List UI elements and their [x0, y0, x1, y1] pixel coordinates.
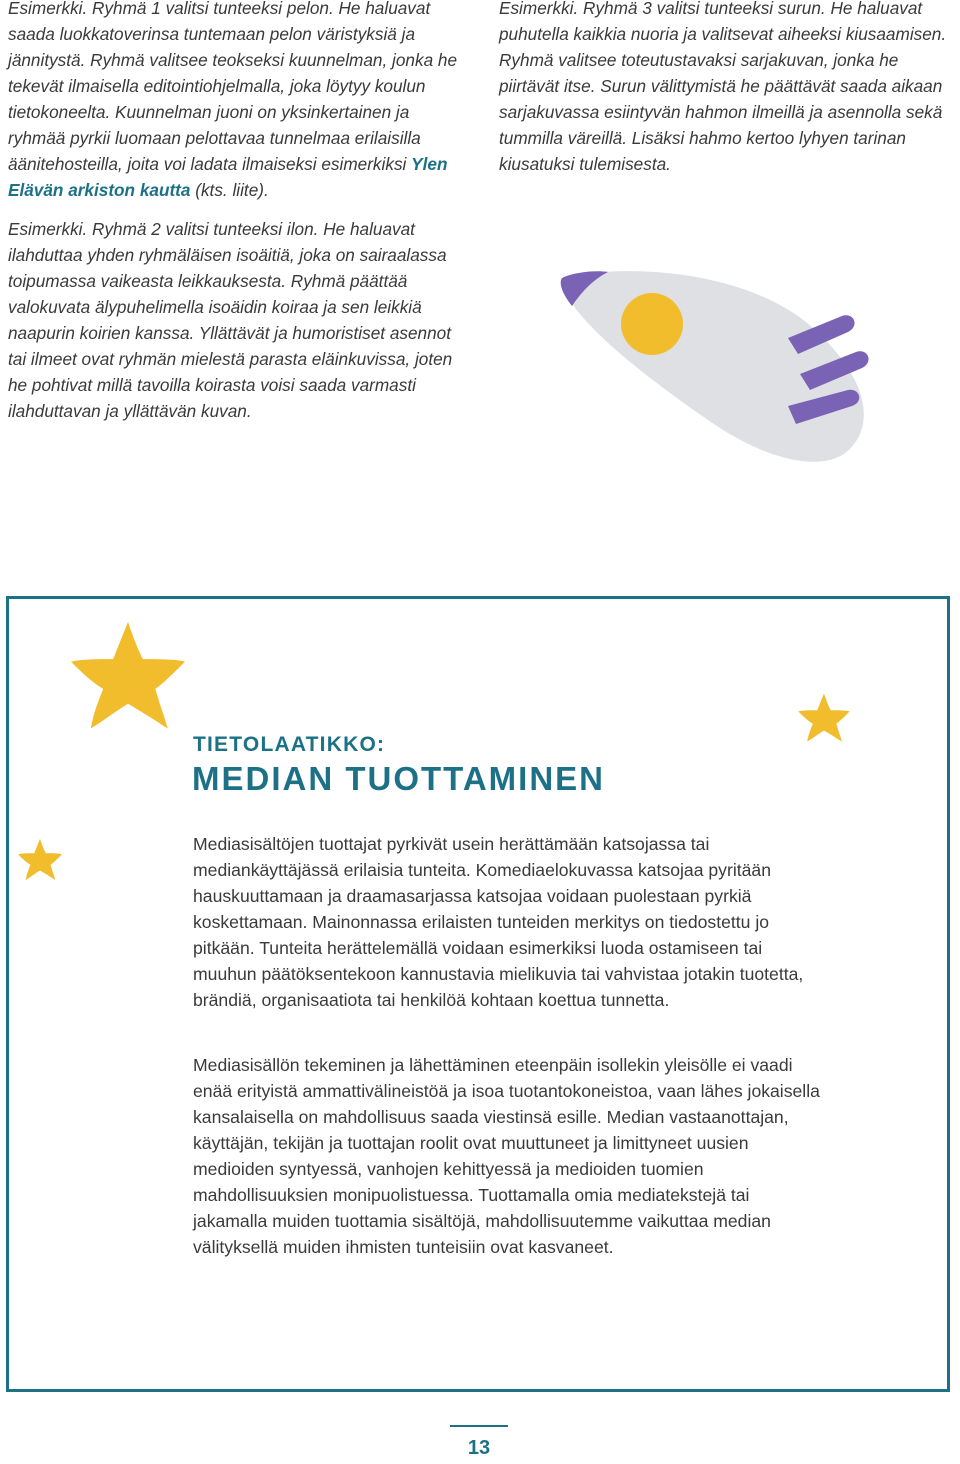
rocket-window	[621, 293, 683, 355]
example-1-text-end: (kts. liite).	[190, 180, 269, 200]
example-2-paragraph: Esimerkki. Ryhmä 2 valitsi tunteeksi ilon. He haluavat ilahduttaa yhden ryhmäläisen isoäitiä, joka on sairaalassa toipumassa vaikeasta leikkauksesta. Ryhmä päättää valokuvata älypuhelimella isoäidin koiraa ja sen leikkiä naapurin koirien kanssa. Yllättävät ja humoristiset asennot tai ilmeet ovat ryhmän mielestä parasta eläinkuvissa, joten he pohtivat millä tavoilla koirasta voisi saada varmasti ilahduttavan ja yllättävän kuvan.	[8, 219, 453, 421]
info-box-paragraph-2: Mediasisällön tekeminen ja lähettäminen eteenpäin isollekin yleisölle ei vaadi enää erityistä ammattivälineistöä ja isoa tuotantokoneistoa, vaan lähes jokaisella kansalaisella on mahdollisuus saada viestinsä esille. Median vastaanottajan, käyttäjän, tekijän ja tuottajan roolit ovat muuttuneet ja limittyneet uusien medioiden syntyessä, vanhojen kehittyessä ja medioiden tuomien mahdollisuuksien monipuolistuessa. Tuottamalla omia mediatekstejä tai jakamalla muiden tuottamia sisältöjä, mahdollisuutemme vaikuttaa median välityksellä muiden ihmisten tunteisiin ovat kasvaneet.	[193, 1055, 820, 1257]
rocket-illustration	[548, 258, 878, 474]
star-icon	[796, 690, 852, 744]
example-1-text: Esimerkki. Ryhmä 1 valitsi tunteeksi pelon. He haluavat saada luokkatoverinsa tuntemaan pelon väristyksiä ja jännitystä. Ryhmä valitsee teokseksi kuunnelman, jonka he tekevät ilmaisella editointiohjelmalla, joka löytyy koulun tietokoneelta. Kuunnelman juoni on yksinkertainen ja ryhmää pyrkii luomaan pelottavaa tunnelmaa erilaisilla äänitehosteilla, joita voi ladata ilmaiseksi esimerkiksi	[8, 0, 458, 174]
star-icon	[16, 836, 64, 882]
info-box-title: MEDIAN TUOTTAMINEN	[192, 760, 606, 797]
info-box-paragraph-1: Mediasisältöjen tuottajat pyrkivät usein herättämään katsojassa tai mediankäyttäjässä erilaisia tunteita. Komediaelokuvassa katsojaa pyritään hauskuuttamaan ja draamasarjassa katsojaa voidaan puolestaan pyrkiä koskettamaan. Mainonnassa erilaisten tunteiden merkitys on tiedostettu jo pitkään. Tunteita herättelemällä voidaan esimerkiksi luoda ostamiseen tai muuhun päätöksentekoon kannustavia mielikuvia tai vahvistaa jotakin tuotetta, brändiä, organisaatiota tai henkilöä kohtaan koettua tunnetta.	[193, 834, 804, 1010]
page-number-rule	[450, 1425, 508, 1427]
elava-arkisto-link[interactable]: Ylen Elävän arkiston kautta	[8, 154, 448, 200]
example-1-paragraph	[8, 0, 470, 203]
rocket-body	[561, 271, 864, 462]
star-icon	[66, 614, 190, 734]
page-number: 13	[467, 1437, 491, 1459]
example-3-paragraph: Esimerkki. Ryhmä 3 valitsi tunteeksi surun. He haluavat puhutella kaikkia nuoria ja valitsevat aiheeksi kiusaamisen. Ryhmä valitsee toteutustavaksi sarjakuvan, jonka he piirtävät itse. Surun välittymistä he päättävät saada aikaan sarjakuvassa esiintyvän hahmon ilmeillä ja asennolla sekä tummilla väreillä. Lisäksi hahmo kertoo lyhyen tarinan kiusatuksi tulemisesta.	[499, 0, 947, 174]
info-box-label: TIETOLAATIKKO:	[193, 733, 386, 756]
